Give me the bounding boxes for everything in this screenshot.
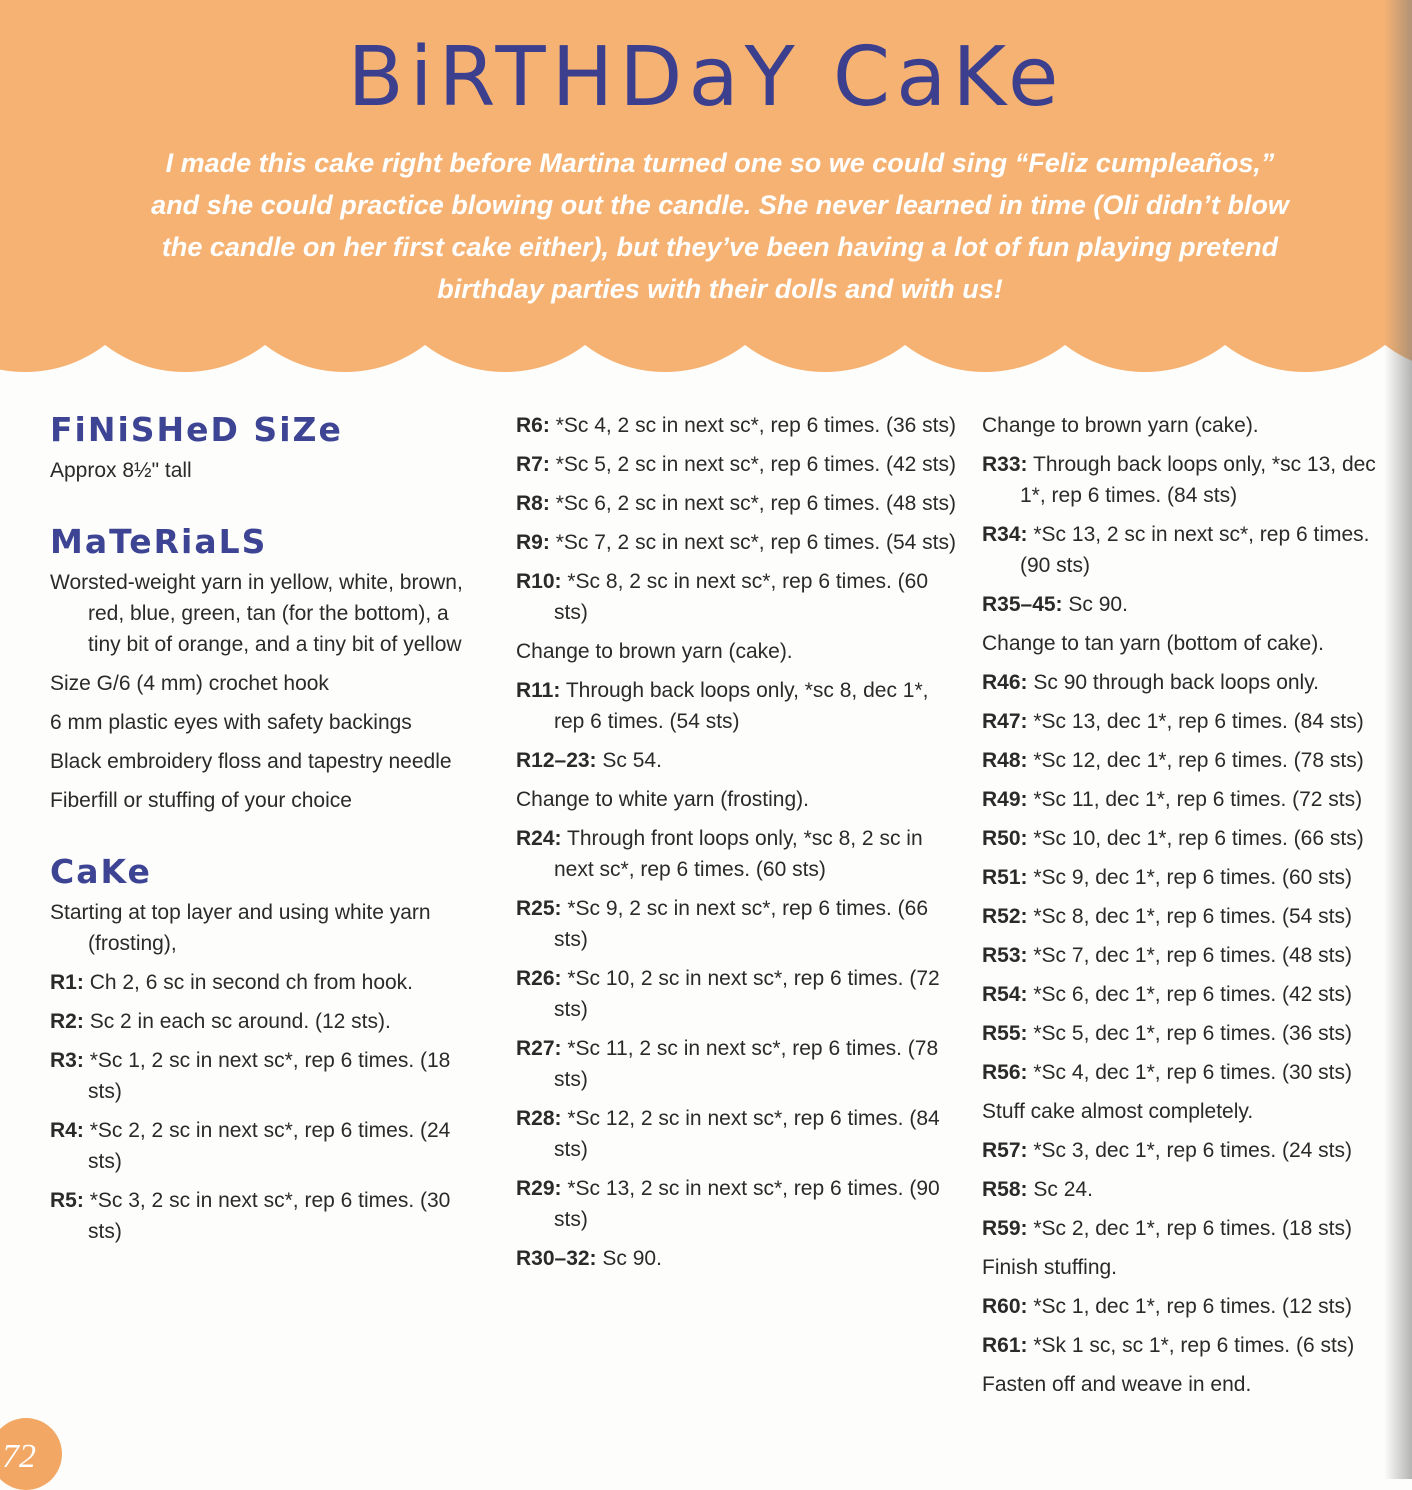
row-text: *Sc 2, 2 sc in next sc*, rep 6 times. (24 sts) — [88, 1119, 451, 1173]
row-text: *Sc 6, 2 sc in next sc*, rep 6 times. (48 sts) — [555, 492, 956, 515]
row-label: R33: — [982, 453, 1028, 476]
instruction-row — [982, 706, 1412, 737]
row-text: *Sc 12, dec 1*, rep 6 times. (78 sts) — [1033, 749, 1364, 772]
row-label: R48: — [982, 749, 1028, 772]
row-label: R5: — [50, 1189, 84, 1212]
row-text: *Sc 7, 2 sc in next sc*, rep 6 times. (54 sts) — [555, 531, 956, 554]
row-text: *Sc 3, 2 sc in next sc*, rep 6 times. (30 sts) — [88, 1189, 451, 1243]
page-number-badge — [0, 1418, 62, 1490]
row-text: Starting at top layer and using white yarn (frosting), — [50, 901, 431, 955]
instruction-row — [516, 1033, 956, 1095]
row-text: Stuff cake almost completely. — [982, 1100, 1254, 1123]
row-label: R51: — [982, 866, 1028, 889]
cake-instructions-part3 — [982, 410, 1412, 1408]
row-label: R25: — [516, 897, 562, 920]
instruction-row — [982, 628, 1412, 659]
row-label: R49: — [982, 788, 1028, 811]
instruction-row — [516, 963, 956, 1025]
instruction-row — [516, 1173, 956, 1235]
materials-list — [50, 567, 480, 816]
row-label: R55: — [982, 1022, 1028, 1045]
row-label: R50: — [982, 827, 1028, 850]
row-text: *Sc 8, dec 1*, rep 6 times. (54 sts) — [1033, 905, 1353, 928]
row-text: Change to tan yarn (bottom of cake). — [982, 632, 1325, 655]
cake-instructions-part2 — [516, 410, 956, 1282]
row-text: *Sc 5, 2 sc in next sc*, rep 6 times. (42 sts) — [555, 453, 956, 476]
row-label: R1: — [50, 971, 84, 994]
row-label: R30–32: — [516, 1247, 597, 1270]
row-label: R12–23: — [516, 749, 597, 772]
row-text: *Sc 5, dec 1*, rep 6 times. (36 sts) — [1033, 1022, 1353, 1045]
instruction-row — [982, 1096, 1412, 1127]
row-text: *Sc 9, 2 sc in next sc*, rep 6 times. (66 sts) — [554, 897, 929, 951]
instruction-row — [982, 1174, 1412, 1205]
row-text: *Sc 12, 2 sc in next sc*, rep 6 times. (84 sts) — [554, 1107, 940, 1161]
instruction-row — [982, 519, 1412, 581]
row-label: R2: — [50, 1010, 84, 1033]
instruction-row — [982, 1018, 1412, 1049]
row-label: R8: — [516, 492, 550, 515]
instruction-row: Worsted-weight yarn in yellow, white, brown, red, blue, green, tan (for the bottom), a tiny bit of orange, and a tiny bit of yellow — [50, 571, 463, 656]
instruction-row — [982, 901, 1412, 932]
row-label: R54: — [982, 983, 1028, 1006]
row-text: *Sk 1 sc, sc 1*, rep 6 times. (6 sts) — [1033, 1334, 1355, 1357]
instruction-row — [982, 667, 1412, 698]
instruction-row — [516, 893, 956, 955]
row-label: R9: — [516, 531, 550, 554]
instruction-row — [50, 1006, 480, 1037]
instruction-row: Size G/6 (4 mm) crochet hook — [50, 672, 329, 695]
instruction-row — [982, 1057, 1412, 1088]
instruction-row — [516, 675, 956, 737]
instruction-row — [516, 784, 956, 815]
row-text: *Sc 13, 2 sc in next sc*, rep 6 times. (90 sts) — [554, 1177, 940, 1231]
row-text: *Sc 2, dec 1*, rep 6 times. (18 sts) — [1033, 1217, 1353, 1240]
row-text: Change to brown yarn (cake). — [516, 640, 793, 663]
row-label: R46: — [982, 671, 1028, 694]
instruction-row — [516, 636, 956, 667]
row-label: R7: — [516, 453, 550, 476]
row-label: R11: — [516, 679, 561, 702]
finished-size-heading: FiNiSHeD SiZe — [50, 410, 343, 449]
instruction-row — [50, 1045, 480, 1107]
row-text: *Sc 9, dec 1*, rep 6 times. (60 sts) — [1033, 866, 1353, 889]
instruction-row — [516, 745, 956, 776]
instruction-row — [982, 745, 1412, 776]
row-label: R59: — [982, 1217, 1028, 1240]
instruction-row — [982, 1135, 1412, 1166]
row-text: Change to white yarn (frosting). — [516, 788, 809, 811]
column-left — [50, 410, 480, 1255]
instruction-row — [50, 1185, 480, 1247]
instruction-row: 6 mm plastic eyes with safety backings — [50, 711, 412, 734]
row-text: *Sc 11, dec 1*, rep 6 times. (72 sts) — [1033, 788, 1363, 811]
row-label: R58: — [982, 1178, 1028, 1201]
row-label: R24: — [516, 827, 562, 850]
page-title: BiRTHDaY CaKe — [347, 30, 1065, 125]
instruction-row — [982, 1213, 1412, 1244]
instruction-row — [982, 449, 1412, 511]
row-text: Fasten off and weave in end. — [982, 1373, 1252, 1396]
instruction-row — [516, 488, 956, 519]
instruction-row — [982, 1330, 1412, 1361]
instruction-row — [516, 823, 956, 885]
instruction-row — [982, 862, 1412, 893]
row-text: Sc 2 in each sc around. (12 sts). — [89, 1010, 391, 1033]
row-text: Sc 24. — [1033, 1178, 1093, 1201]
binding-shadow — [1384, 0, 1412, 1479]
instruction-row — [982, 1252, 1412, 1283]
row-text: *Sc 10, dec 1*, rep 6 times. (66 sts) — [1033, 827, 1364, 850]
row-text: *Sc 13, 2 sc in next sc*, rep 6 times. — [1033, 523, 1370, 546]
row-label: R52: — [982, 905, 1028, 928]
instruction-row — [516, 1243, 956, 1274]
instruction-row — [50, 1115, 480, 1177]
instruction-row — [516, 527, 956, 558]
instruction-row: Fiberfill or stuffing of your choice — [50, 789, 352, 812]
row-label: R60: — [982, 1295, 1028, 1318]
row-label: R29: — [516, 1177, 562, 1200]
row-text: *Sc 8, 2 sc in next sc*, rep 6 times. (60 sts) — [554, 570, 929, 624]
instruction-row — [982, 589, 1412, 620]
row-text: Finish stuffing. — [982, 1256, 1118, 1279]
instruction-row — [50, 897, 480, 959]
row-text: Through back loops only, *sc 13, dec — [1033, 453, 1376, 476]
intro-text: I made this cake right before Martina turned one so we could sing “Feliz cumpleaños,” and she could practice blowing out the candle. She never learned in time (Oli didn’t blow the candle on her first cake either), but they’ve been having a lot of fun playing pretend birthday parties with their dolls and with us! — [151, 148, 1289, 304]
instruction-row — [982, 410, 1412, 441]
row-text: Change to brown yarn (cake). — [982, 414, 1259, 437]
row-label: R57: — [982, 1139, 1028, 1162]
instruction-row — [516, 449, 956, 480]
page-number: 72 — [2, 1438, 36, 1475]
row-text: *Sc 11, 2 sc in next sc*, rep 6 times. (78 sts) — [554, 1037, 939, 1091]
finished-size-text: Approx 8½" tall — [50, 459, 192, 482]
row-label: R35–45: — [982, 593, 1063, 616]
row-text: Ch 2, 6 sc in second ch from hook. — [89, 971, 414, 994]
row-text-continued: 1*, rep 6 times. (84 sts) — [1020, 484, 1238, 507]
row-text: Through back loops only, *sc 8, dec 1*, rep 6 times. (54 sts) — [554, 679, 929, 733]
row-text: *Sc 3, dec 1*, rep 6 times. (24 sts) — [1033, 1139, 1353, 1162]
row-text: Sc 90 through back loops only. — [1033, 671, 1319, 694]
instruction-row — [516, 566, 956, 628]
row-label: R56: — [982, 1061, 1028, 1084]
instruction-row — [982, 823, 1412, 854]
row-label: R6: — [516, 414, 550, 437]
row-label: R27: — [516, 1037, 562, 1060]
instruction-row — [516, 1103, 956, 1165]
row-label: R28: — [516, 1107, 562, 1130]
materials-heading: MaTeRiaLS — [50, 522, 268, 561]
row-text: *Sc 1, 2 sc in next sc*, rep 6 times. (18 sts) — [88, 1049, 451, 1103]
instruction-row — [982, 1369, 1412, 1400]
instruction-row — [982, 784, 1412, 815]
row-text: *Sc 4, 2 sc in next sc*, rep 6 times. (36 sts) — [555, 414, 956, 437]
row-label: R4: — [50, 1119, 84, 1142]
cake-instructions-part1 — [50, 897, 480, 1247]
row-text: Through front loops only, *sc 8, 2 sc in next sc*, rep 6 times. (60 sts) — [554, 827, 923, 881]
instruction-row: Black embroidery floss and tapestry needle — [50, 750, 452, 773]
row-label: R61: — [982, 1334, 1028, 1357]
row-label: R47: — [982, 710, 1028, 733]
instruction-row — [982, 940, 1412, 971]
row-text: *Sc 6, dec 1*, rep 6 times. (42 sts) — [1033, 983, 1353, 1006]
row-text: Sc 90. — [602, 1247, 662, 1270]
row-label: R10: — [516, 570, 562, 593]
row-label: R26: — [516, 967, 562, 990]
row-text: *Sc 4, dec 1*, rep 6 times. (30 sts) — [1033, 1061, 1353, 1084]
row-text: *Sc 7, dec 1*, rep 6 times. (48 sts) — [1033, 944, 1353, 967]
row-text: *Sc 13, dec 1*, rep 6 times. (84 sts) — [1033, 710, 1364, 733]
cake-heading: CaKe — [50, 852, 152, 891]
instruction-row — [50, 967, 480, 998]
instruction-row — [982, 1291, 1412, 1322]
row-text: *Sc 1, dec 1*, rep 6 times. (12 sts) — [1033, 1295, 1353, 1318]
row-label: R53: — [982, 944, 1028, 967]
row-text: Sc 90. — [1068, 593, 1128, 616]
row-text-continued: (90 sts) — [1020, 554, 1091, 577]
row-label: R34: — [982, 523, 1028, 546]
instruction-row — [516, 410, 956, 441]
row-text: *Sc 10, 2 sc in next sc*, rep 6 times. (72 sts) — [554, 967, 940, 1021]
row-text: Sc 54. — [602, 749, 662, 772]
row-label: R3: — [50, 1049, 84, 1072]
instruction-row — [982, 979, 1412, 1010]
